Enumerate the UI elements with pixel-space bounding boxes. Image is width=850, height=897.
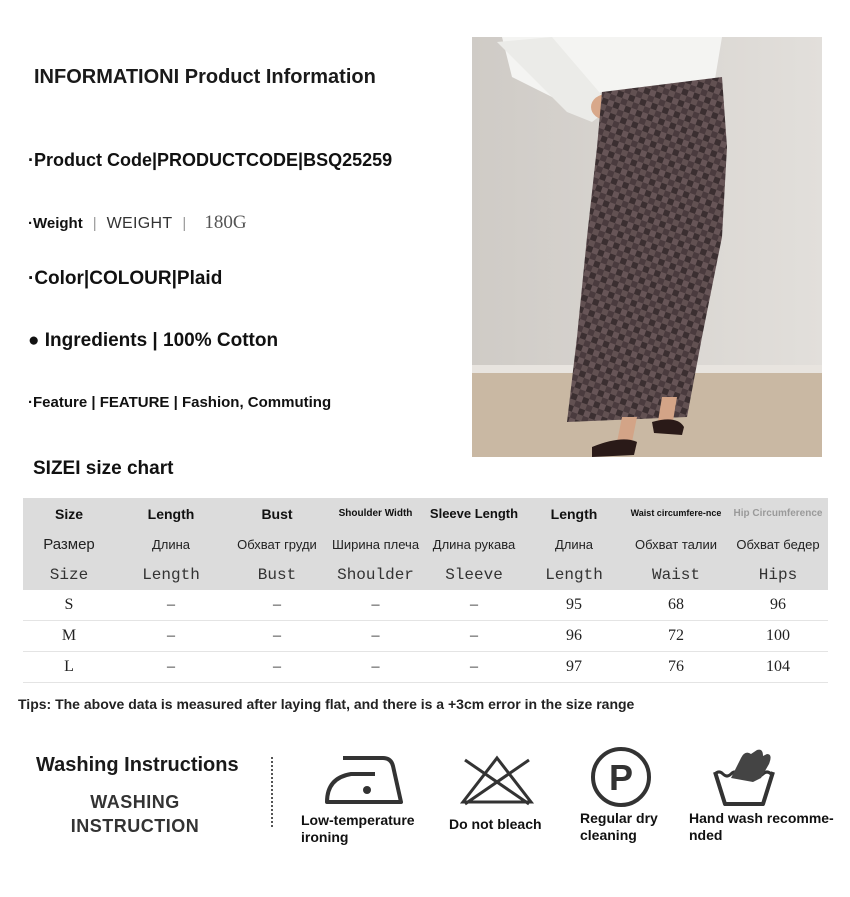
care-item-iron xyxy=(301,754,431,846)
header-cell: Length xyxy=(115,559,227,590)
table-cell: 72 xyxy=(624,621,728,652)
ingredients-line: ● Ingredients | 100% Cotton xyxy=(28,330,279,351)
table-cell: – xyxy=(115,621,227,652)
washing-subtitle-line: INSTRUCTION xyxy=(70,816,200,836)
size-chart-title: SIZEI size chart xyxy=(33,458,174,479)
table-cell: 68 xyxy=(624,590,728,621)
table-cell: – xyxy=(424,621,524,652)
weight-line xyxy=(28,212,247,234)
table-cell: – xyxy=(227,590,327,621)
header-row-short xyxy=(23,559,828,590)
header-cell: Length xyxy=(115,498,227,529)
table-row xyxy=(23,590,828,621)
product-info-title: INFORMATIONI Product Information xyxy=(34,66,376,88)
table-cell: 96 xyxy=(524,621,624,652)
color-line: ·Color|COLOUR|Plaid xyxy=(28,268,223,289)
table-cell: – xyxy=(327,590,424,621)
table-cell: 104 xyxy=(728,652,828,683)
washing-title: Washing Instructions xyxy=(36,754,239,776)
care-label-line: cleaning xyxy=(580,827,637,843)
care-label-line: Do not bleach xyxy=(449,816,542,832)
separator: | xyxy=(182,215,187,232)
header-cell: Bust xyxy=(227,498,327,529)
table-cell: 97 xyxy=(524,652,624,683)
svg-text:P: P xyxy=(608,757,634,798)
care-label-line: Regular dry xyxy=(580,810,658,826)
header-cell: Обхват талии xyxy=(624,529,728,559)
header-cell: Обхват груди xyxy=(227,529,327,559)
table-cell: 96 xyxy=(728,590,828,621)
care-label-line: nded xyxy=(689,827,723,843)
header-cell: Hip Circumference xyxy=(728,498,828,529)
table-cell: – xyxy=(424,590,524,621)
table-cell: – xyxy=(115,590,227,621)
care-label xyxy=(301,812,431,846)
header-cell: Sleeve xyxy=(424,559,524,590)
table-cell: – xyxy=(227,652,327,683)
table-cell: – xyxy=(115,652,227,683)
care-label-line: ironing xyxy=(301,829,349,845)
table-row xyxy=(23,621,828,652)
header-cell: Длина рукава xyxy=(424,529,524,559)
header-cell: Size xyxy=(23,498,115,529)
feature-line: ·Feature | FEATURE | Fashion, Commuting xyxy=(28,394,332,411)
header-cell: Длина xyxy=(524,529,624,559)
dry-clean-p-icon xyxy=(580,746,660,808)
care-item-handwash xyxy=(689,748,834,844)
size-table xyxy=(23,498,828,683)
do-not-bleach-icon xyxy=(457,752,537,808)
header-cell: Hips xyxy=(728,559,828,590)
skirt-illustration xyxy=(472,37,822,457)
table-cell: – xyxy=(327,652,424,683)
iron-low-temp-icon xyxy=(321,754,431,806)
weight-label: WEIGHT xyxy=(106,215,173,232)
header-cell: Размер xyxy=(23,529,115,559)
table-cell: 76 xyxy=(624,652,728,683)
size-tips: Tips: The above data is measured after laying flat, and there is a +3cm error in the size range xyxy=(18,696,635,712)
header-cell: Length xyxy=(524,498,624,529)
header-cell: Bust xyxy=(227,559,327,590)
header-cell: Ширина плеча xyxy=(327,529,424,559)
table-cell: 95 xyxy=(524,590,624,621)
care-item-bleach xyxy=(449,752,542,833)
weight-prefix: ·Weight xyxy=(28,215,83,232)
header-cell: Shoulder xyxy=(327,559,424,590)
table-cell: L xyxy=(23,652,115,683)
care-label-line: Hand wash recomme- xyxy=(689,810,834,826)
table-cell: M xyxy=(23,621,115,652)
table-cell: 100 xyxy=(728,621,828,652)
table-cell: – xyxy=(424,652,524,683)
product-code: ·Product Code|PRODUCTCODE|BSQ25259 xyxy=(28,150,393,170)
header-cell: Waist circumfere-nce xyxy=(624,498,728,529)
care-item-dryclean xyxy=(580,746,660,844)
header-cell: Length xyxy=(524,559,624,590)
header-cell: Size xyxy=(23,559,115,590)
table-cell: – xyxy=(227,621,327,652)
care-label-line: Low-temperature xyxy=(301,812,415,828)
divider xyxy=(271,757,273,827)
header-row-ru xyxy=(23,529,828,559)
care-label xyxy=(689,810,834,844)
header-row-en xyxy=(23,498,828,529)
washing-subtitle xyxy=(60,790,210,838)
separator: | xyxy=(92,215,97,232)
hand-wash-icon xyxy=(711,748,791,808)
table-cell: – xyxy=(327,621,424,652)
product-photo xyxy=(472,37,822,457)
header-cell: Shoulder Width xyxy=(327,498,424,529)
table-row xyxy=(23,652,828,683)
header-cell: Sleeve Length xyxy=(424,498,524,529)
header-cell: Обхват бедер xyxy=(728,529,828,559)
header-cell: Waist xyxy=(624,559,728,590)
weight-value: 180G xyxy=(204,212,247,233)
header-cell: Длина xyxy=(115,529,227,559)
care-label xyxy=(449,816,542,833)
care-label xyxy=(580,810,660,844)
washing-subtitle-line: WASHING xyxy=(90,792,180,812)
table-cell: S xyxy=(23,590,115,621)
